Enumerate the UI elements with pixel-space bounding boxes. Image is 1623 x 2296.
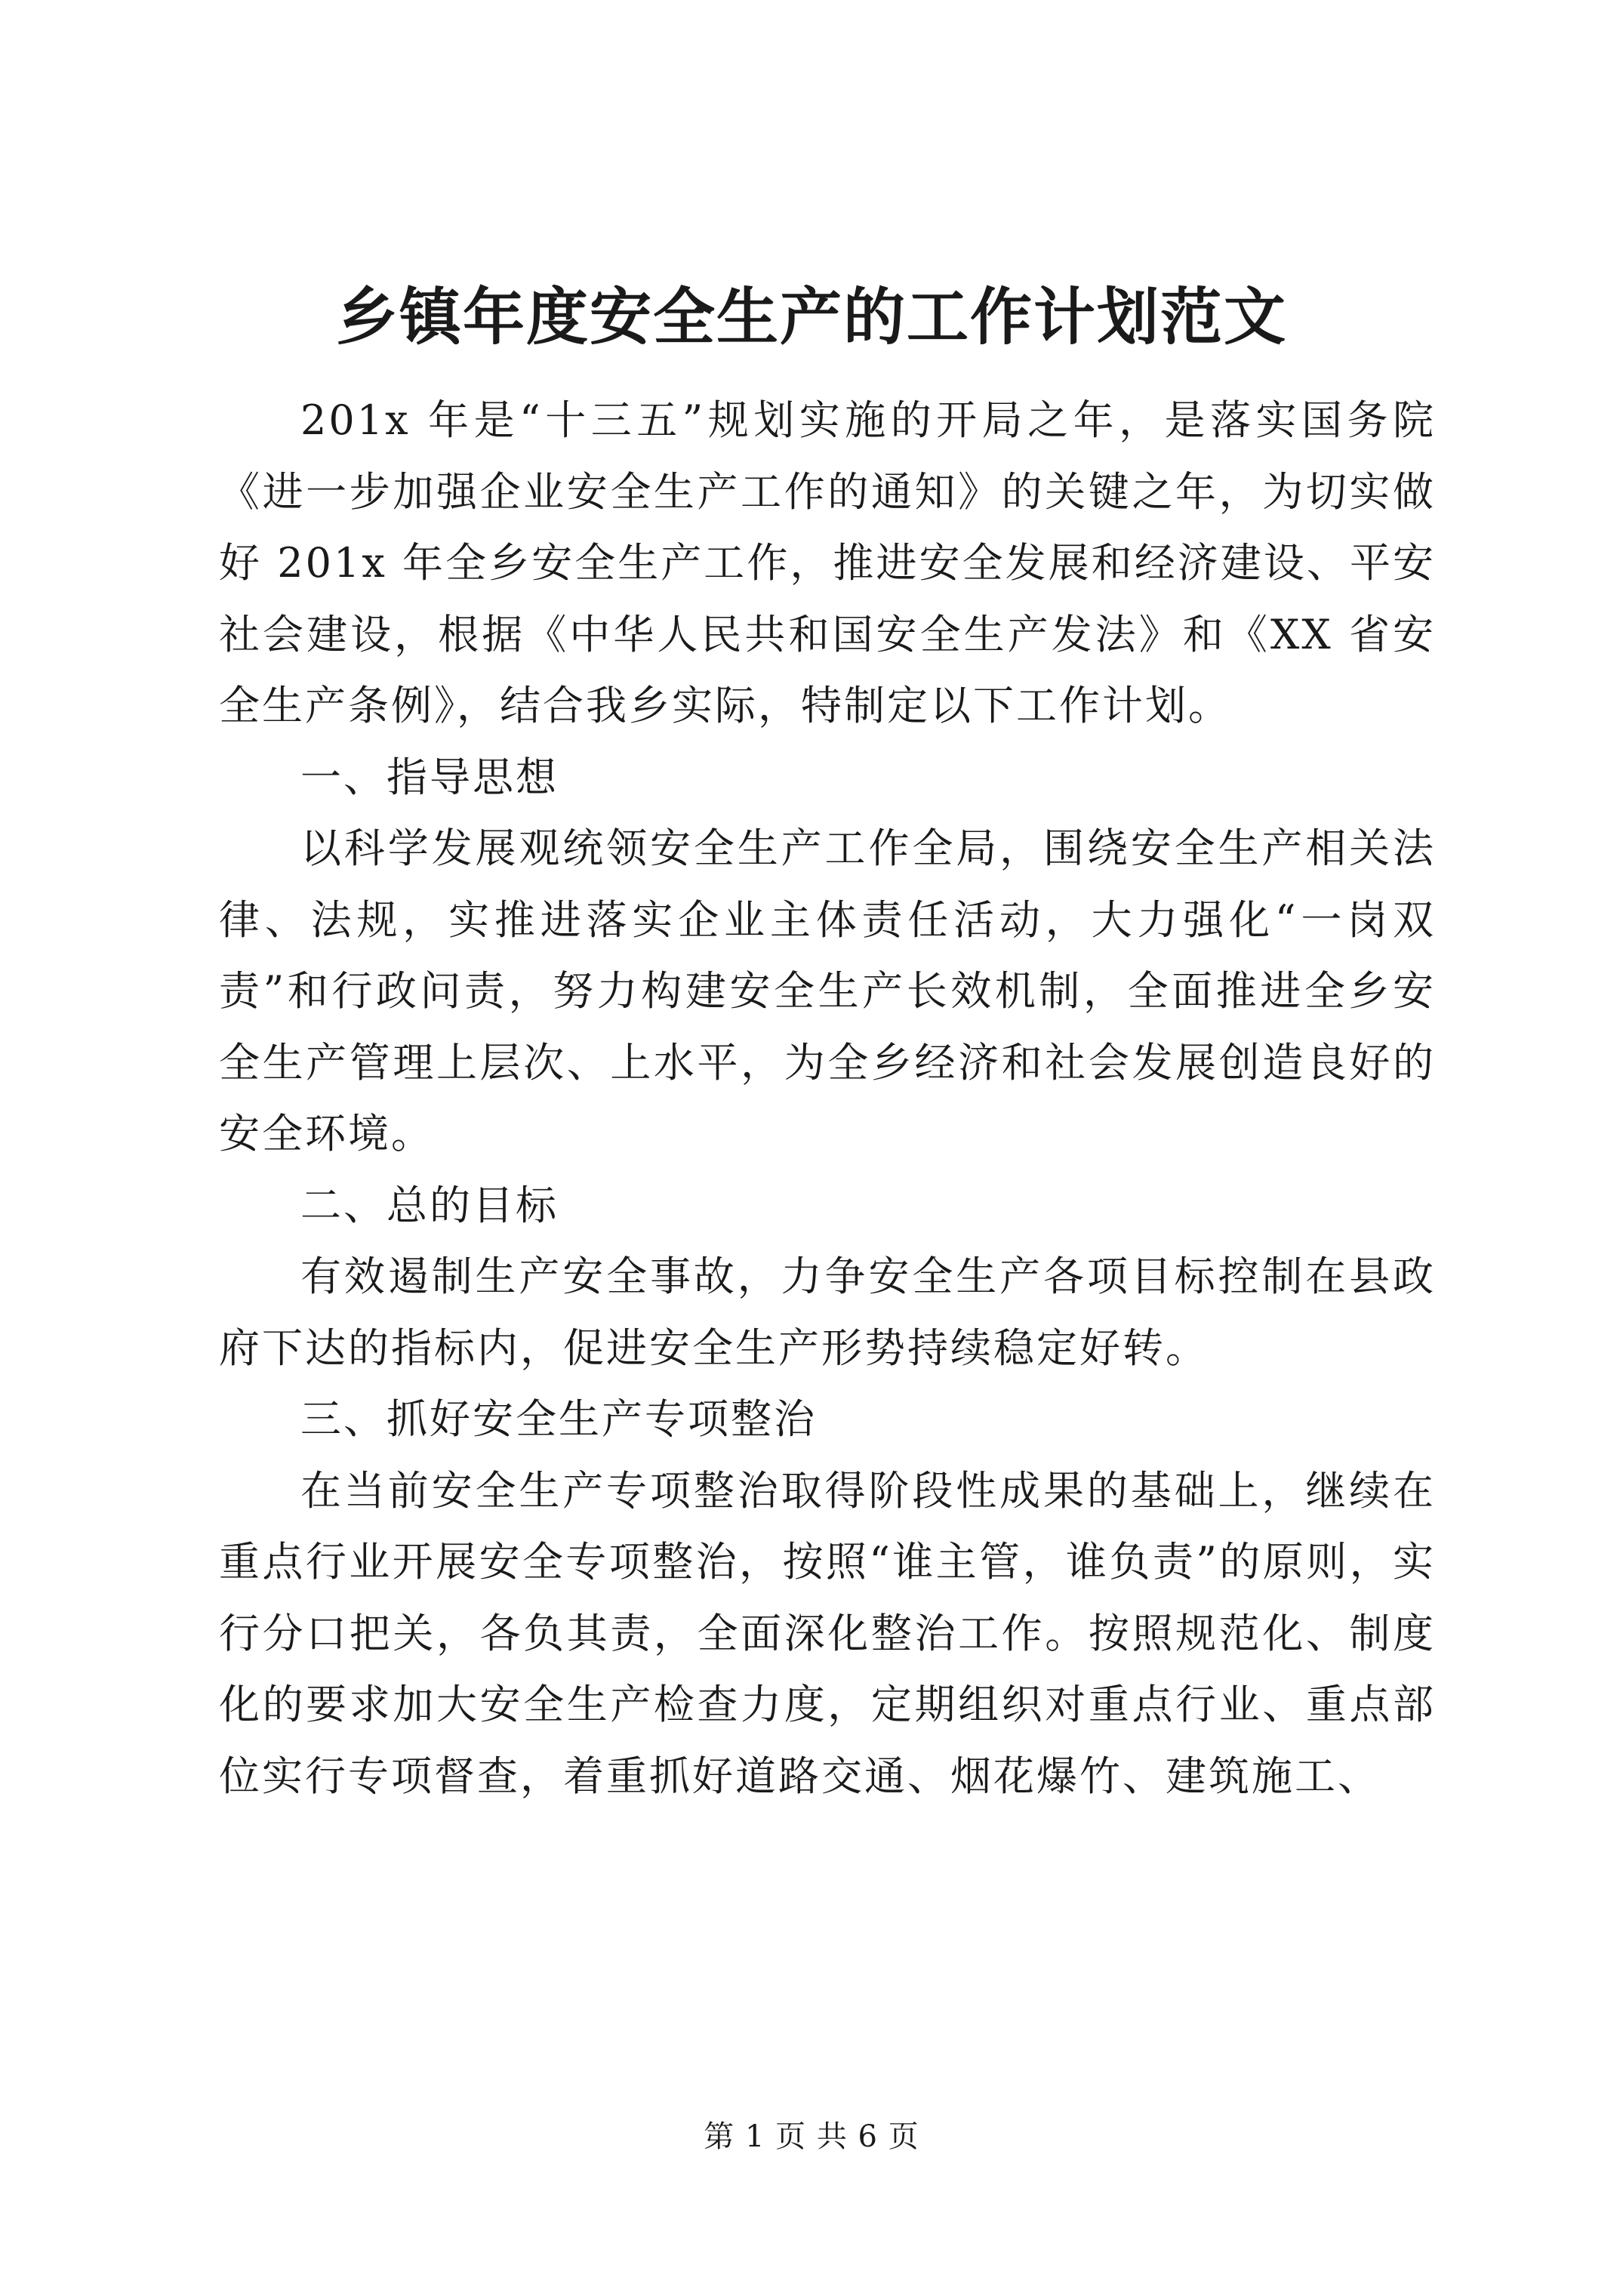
paragraph-guiding-ideology: 以科学发展观统领安全生产工作全局，围绕安全生产相关法律、法规，实推进落实企业主体责任活动，大力强化“一岗双责”和行政问责，努力构建安全生产长效机制，全面推进全乡安全生产管理上层次、上水平，为全乡经济和社会发展创造良好的安全环境。: [219, 824, 1436, 1157]
section-heading-overall-goal: 二、总的目标: [300, 1181, 559, 1229]
paragraph-special-rectification: 在当前安全生产专项整治取得阶段性成果的基础上，继续在重点行业开展安全专项整治，按照“谁主管，谁负责”的原则，实行分口把关，各负其责，全面深化整治工作。按照规范化、制度化的要求加大安全生产检查力度，定期组织对重点行业、重点部位实行专项督查，着重抓好道路交通、烟花爆竹、建筑施工、: [219, 1466, 1436, 1800]
paragraph-intro: 201x 年是“十三五”规划实施的开局之年，是落实国务院《进一步加强企业安全生产工作的通知》的关键之年，为切实做好 201x 年全乡安全生产工作，推进安全发展和经济建设、平安社会建设，根据《中华人民共和国安全生产发法》和《XX 省安全生产条例》，结合我乡实际，特制定以下工作计划。: [219, 396, 1436, 729]
paragraph-overall-goal: 有效遏制生产安全事故，力争安全生产各项目标控制在县政府下达的指标内，促进安全生产形势持续稳定好转。: [219, 1253, 1436, 1372]
document-body: [219, 385, 1436, 1812]
page-footer: 第 1 页 共 6 页: [704, 2119, 919, 2154]
section-heading-special-rectification: 三、抓好安全生产专项整治: [300, 1395, 817, 1443]
section-heading-guiding-ideology: 一、指导思想: [300, 753, 559, 801]
document-title: 乡镇年度安全生产的工作计划范文: [335, 281, 1287, 353]
